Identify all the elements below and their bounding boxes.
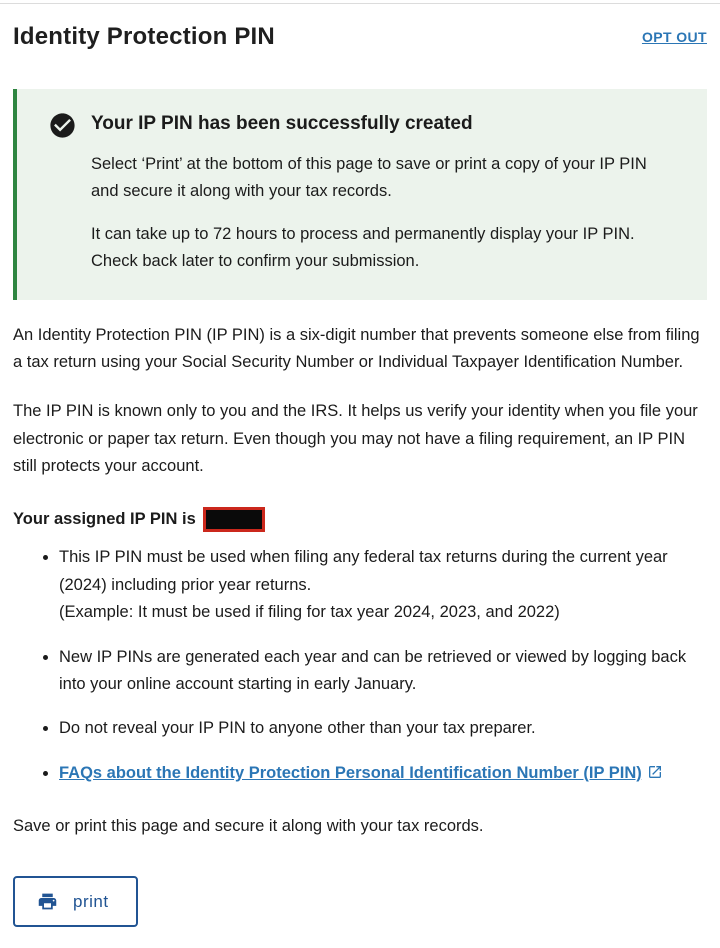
alert-title: Your IP PIN has been successfully created <box>91 113 473 134</box>
print-button[interactable] <box>13 876 138 927</box>
redacted-pin-value <box>203 507 265 532</box>
list-item-text: • This IP PIN must be used when filing any federal tax returns during the current year (2024) including prior year returns. <box>59 548 668 594</box>
alert-paragraph-2: It can take up to 72 hours to process and permanently display your IP PIN. Check back later to confirm your submission. <box>91 224 635 271</box>
assigned-pin-label: Your assigned IP PIN is <box>13 510 196 529</box>
faq-link[interactable]: FAQs about the Identity Protection Personal Identification Number (IP PIN) <box>59 763 642 782</box>
printer-icon <box>37 891 58 912</box>
page-title: Identity Protection PIN <box>13 23 275 50</box>
list-item-text: • New IP PINs are generated each year and can be retrieved or viewed by logging back into your online account starting in early January. <box>59 647 687 693</box>
list-item-do-not-reveal <box>59 715 699 742</box>
closing-paragraph: Save or print this page and secure it along with your tax records. <box>13 817 484 835</box>
list-item-current-year <box>59 544 699 626</box>
opt-out-link[interactable]: OPT OUT <box>641 29 707 45</box>
list-item-faq <box>59 760 699 787</box>
alert-paragraph-1: Select ‘Print’ at the bottom of this page to save or print a copy of your IP PIN and secure it along with your tax records. <box>91 155 647 201</box>
external-link-icon <box>647 762 663 778</box>
info-paragraph: The IP PIN is known only to you and the IRS. It helps us verify your identity when you file your electronic or paper tax return. Even though you may not have a filing requirement, an IP PIN still protects your account. <box>13 402 698 475</box>
intro-paragraph: An Identity Protection PIN (IP PIN) is a six-digit number that prevents someone else from filing a tax return using your Social Security Number or Individual Taxpayer Identification Number. <box>13 325 700 371</box>
print-button-label: print <box>73 891 109 911</box>
ip-pin-page <box>0 23 720 942</box>
success-alert <box>13 89 707 300</box>
check-circle-icon <box>48 111 77 140</box>
list-item-example-text: (Example: It must be used if filing for tax year 2024, 2023, and 2022) <box>59 603 560 622</box>
page-header <box>13 23 707 51</box>
pin-rules-list <box>13 544 707 787</box>
assigned-pin-row <box>13 507 707 532</box>
top-divider <box>0 3 720 4</box>
list-item-new-pins <box>59 644 699 699</box>
list-item-text: • Do not reveal your IP PIN to anyone other than your tax preparer. <box>59 719 536 738</box>
